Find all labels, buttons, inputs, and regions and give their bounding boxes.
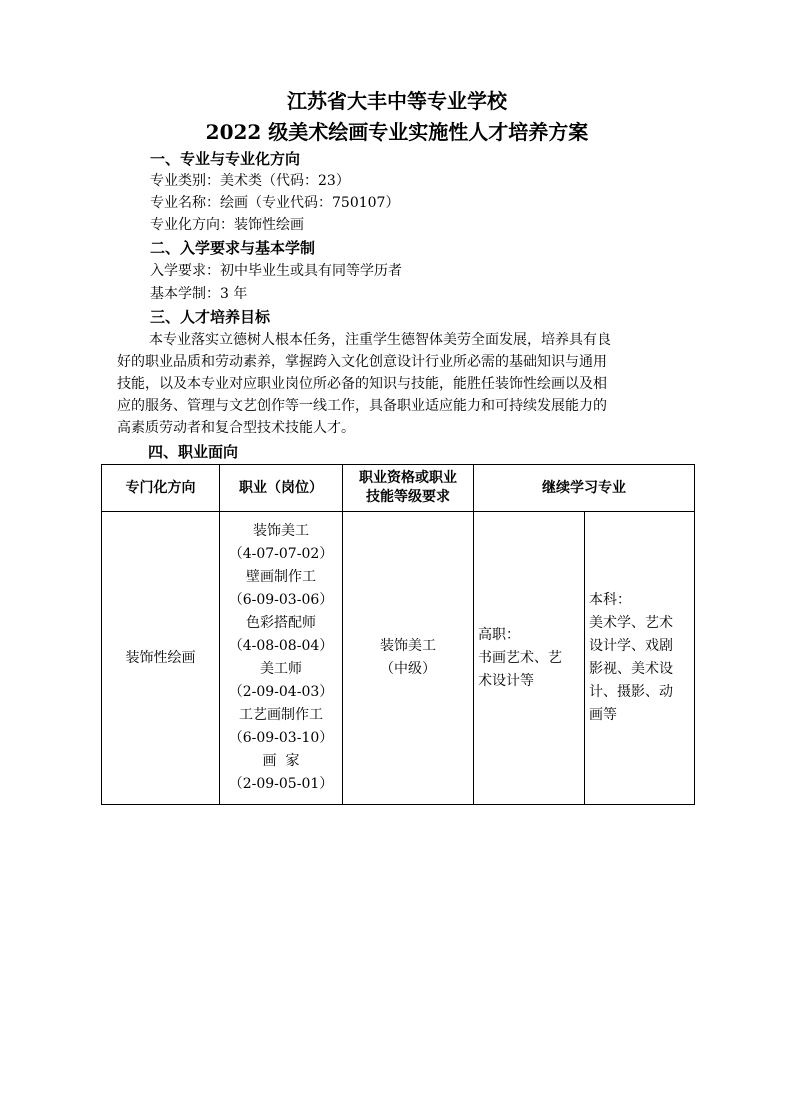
cell-occupations [220, 512, 343, 805]
goal-line-4: 应的服务、管理与文艺创作等一线工作，具备职业适应能力和可持续发展能力的 [117, 398, 607, 414]
goal-line-5: 高素质劳动者和复合型技术技能人才。 [117, 420, 355, 436]
cell-qualification [343, 512, 474, 805]
major-category: 专业类别：美术类（代码：23） [150, 173, 350, 189]
section1-heading: 一、专业与专业化方向 [150, 150, 301, 168]
undergraduate-line: 计、摄影、动 [589, 684, 673, 700]
undergraduate-line: 画等 [589, 707, 617, 723]
occupation-line: （2-09-05-01） [228, 776, 334, 792]
vocational-line: 术设计等 [478, 672, 534, 689]
header-further-study: 继续学习专业 [474, 465, 695, 512]
header-qualification [343, 465, 474, 512]
occupation-line: （4-08-08-04） [228, 638, 334, 654]
occupation-line: 壁画制作工 [246, 569, 316, 585]
entry-requirement: 入学要求：初中毕业生或具有同等学历者 [150, 263, 402, 279]
undergraduate-line: 美术学、艺术 [589, 615, 673, 631]
training-goal-paragraph [117, 329, 697, 439]
header-direction: 专门化方向 [102, 465, 220, 512]
table-row [102, 512, 695, 805]
goal-line-3: 技能，以及本专业对应职业岗位所必备的知识与技能，能胜任装饰性绘画以及相 [117, 376, 607, 392]
header-qualification-l1: 职业资格或职业 [359, 470, 457, 486]
major-name: 专业名称：绘画（专业代码：750107） [150, 195, 400, 211]
vocational-line: 书画艺术、艺 [478, 649, 562, 666]
plan-title: 2022 级美术绘画专业实施性人才培养方案 [205, 120, 589, 144]
occupation-line: 工艺画制作工 [239, 707, 323, 723]
undergraduate-line: 设计学、戏剧 [589, 638, 673, 654]
occupation-line: （6-09-03-06） [228, 592, 334, 608]
study-duration: 基本学制：3 年 [150, 286, 248, 302]
major-direction: 专业化方向：装饰性绘画 [150, 217, 304, 233]
header-occupation: 职业（岗位） [220, 465, 343, 512]
goal-line-2: 好的职业品质和劳动素养，掌握跨入文化创意设计行业所必需的基础知识与通用 [117, 354, 607, 370]
occupation-line: （2-09-04-03） [228, 684, 334, 700]
occupation-table [101, 464, 695, 805]
occupation-line: 画 家 [262, 753, 300, 769]
occupation-line: （6-09-03-10） [228, 730, 334, 746]
cell-undergraduate-study [585, 512, 695, 805]
cell-direction: 装饰性绘画 [102, 512, 220, 805]
goal-line-1: 本专业落实立德树人根本任务，注重学生德智体美劳全面发展，培养具有良 [149, 332, 611, 348]
undergraduate-line: 影视、美术设 [589, 661, 673, 677]
section3-heading: 三、人才培养目标 [150, 308, 271, 326]
school-title: 江苏省大丰中等专业学校 [287, 89, 507, 113]
qualification-line-1: 装饰美工 [380, 638, 436, 654]
section4-heading: 四、职业面向 [148, 443, 239, 461]
occupation-line: 装饰美工 [253, 523, 309, 539]
table-header-row [102, 465, 695, 512]
cell-vocational-study [474, 512, 585, 805]
occupation-line: 色彩搭配师 [246, 615, 316, 631]
header-qualification-l2: 技能等级要求 [366, 489, 450, 505]
vocational-line: 高职： [478, 626, 520, 643]
occupation-line: （4-07-07-02） [228, 546, 334, 562]
qualification-line-2: （中级） [380, 661, 436, 677]
occupation-line: 美工师 [260, 661, 302, 677]
undergraduate-line: 本科： [589, 592, 631, 608]
section2-heading: 二、入学要求与基本学制 [150, 239, 316, 257]
